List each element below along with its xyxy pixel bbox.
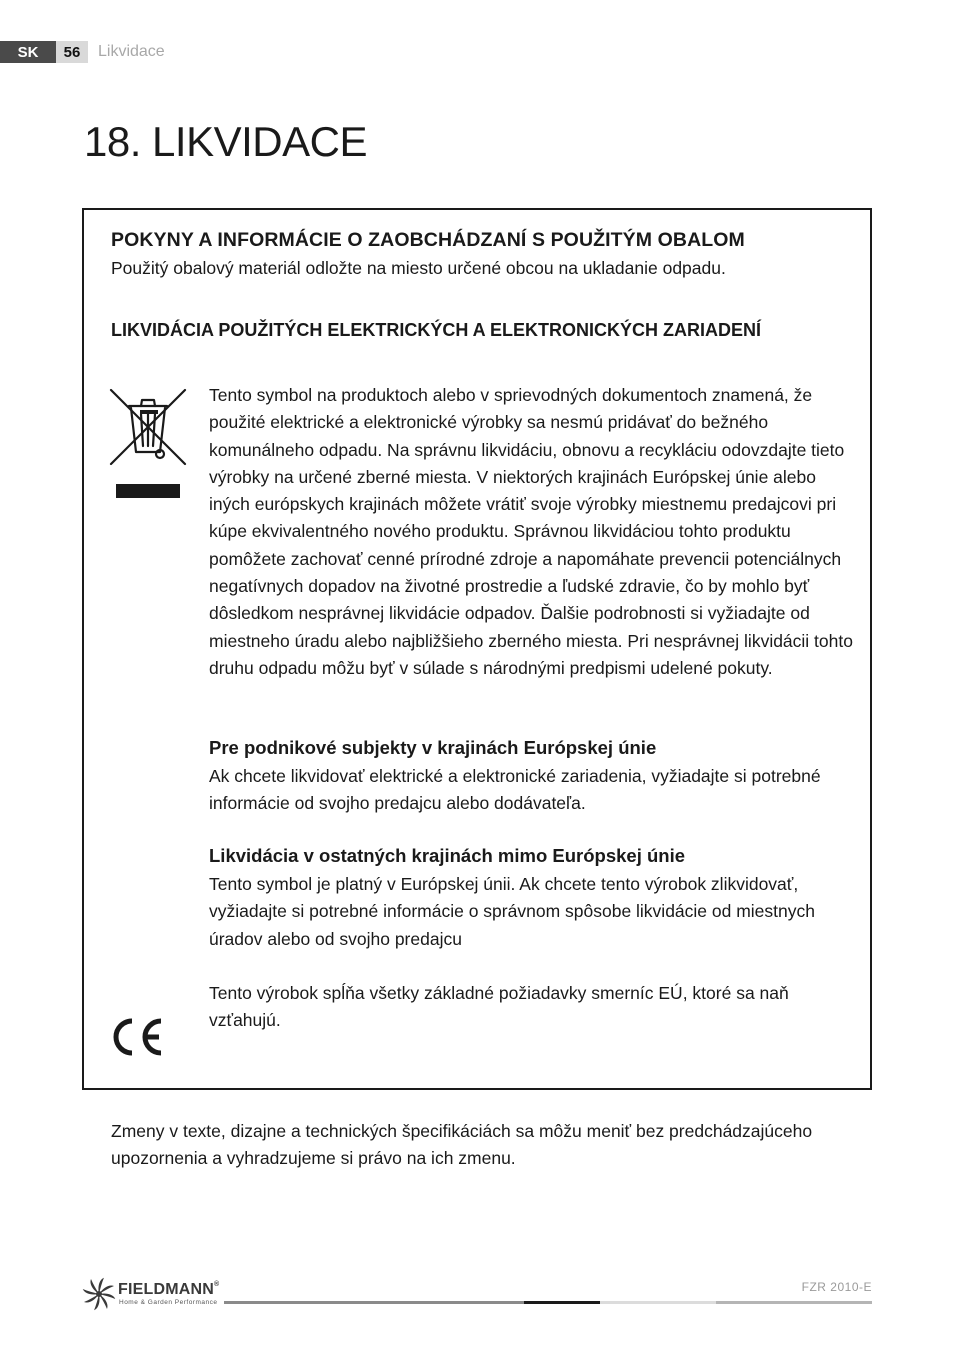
page-number: 56 [56, 41, 88, 63]
trademark-symbol: ® [214, 1281, 220, 1288]
model-number: FZR 2010-E [801, 1280, 872, 1294]
outside-eu-heading: Likvidácia v ostatných krajinách mimo Európskej únie [209, 845, 686, 866]
packaging-heading: POKYNY A INFORMÁCIE O ZAOBCHÁDZANÍ S POUŽITÝM OBALOM [111, 229, 745, 251]
page-header [0, 41, 165, 63]
weee-heading: LIKVIDÁCIA POUŽITÝCH ELEKTRICKÝCH A ELEKTRONICKÝCH ZARIADENÍ [111, 320, 762, 340]
footer-bar-segment [716, 1301, 872, 1304]
fieldmann-swirl-logo-icon [82, 1276, 116, 1312]
brand-name: FIELDMANN® [118, 1281, 220, 1298]
page-footer [82, 1276, 872, 1316]
weee-symbol-text: Tento symbol na produktoch alebo v sprievodných dokumentoch znamená, že použité elektrické a elektronické výrobky sa nesmú pridávať do bežného komunálneho odpadu. Na správnu likvidáciu, obnovu a recykláciu odovzdajte tieto výrobky na určené zberné miesta. V niektorých krajinách Európskej únie alebo iných európskych krajinách môžete vrátiť svoje výrobky miestnemu predajcovi pri kúpe ekvivalentného nového produktu. Správnou likvidáciou tohto produktu pomôžete zachovať cenné prírodné zdroje a napomáhate prevencii potenciálnych negatívnych dopadov na životné prostredie a ľudské zdravie, čo by mohlo byť dôsledkom nesprávnej likvidácie odpadov. Ďalšie podrobnosti si vyžiadajte od miestneho úradu alebo najbližšieho zberného miesta. Pri nesprávnej likvidácii tohto druhu odpadu môžu byť v súlade s národnými predpismi udelené pokuty. [209, 385, 853, 678]
brand-tagline: Home & Garden Performance [119, 1299, 218, 1306]
ce-mark-icon [108, 1016, 168, 1058]
business-text: Ak chcete likvidovať elektrické a elektronické zariadenia, vyžiadajte si potrebné informácie od svojho predajcu alebo dodávateľa. [209, 766, 821, 814]
page-title: 18. LIKVIDACE [84, 118, 367, 165]
footer-bar-segment [524, 1301, 600, 1304]
changes-notice: Zmeny v texte, dizajne a technických špecifikáciách sa môžu meniť bez predchádzajúceho upozornenia a vyhradzujeme si právo na ich zmenu. [111, 1121, 813, 1169]
footer-bar-segment [224, 1301, 524, 1304]
packaging-text: Použitý obalový materiál odložte na miesto určené obcou na ukladanie odpadu. [111, 258, 726, 278]
footer-bar-segment [600, 1301, 716, 1304]
outside-eu-text: Tento symbol je platný v Európskej únii. Ak chcete tento výrobok zlikvidovať, vyžiadajte si potrebné informácie o správnom spôsobe likvidácie od miestnych úradov alebo od svojho predajcu [209, 874, 815, 949]
section-name: Likvidace [98, 43, 165, 60]
crossed-out-bin-icon [108, 388, 188, 500]
business-heading: Pre podnikové subjekty v krajinách Európskej únie [209, 737, 657, 758]
ce-compliance-text: Tento výrobok spĺňa všetky základné požiadavky smerníc EÚ, ktoré sa naň vzťahujú. [209, 983, 789, 1031]
language-badge: SK [0, 41, 56, 63]
